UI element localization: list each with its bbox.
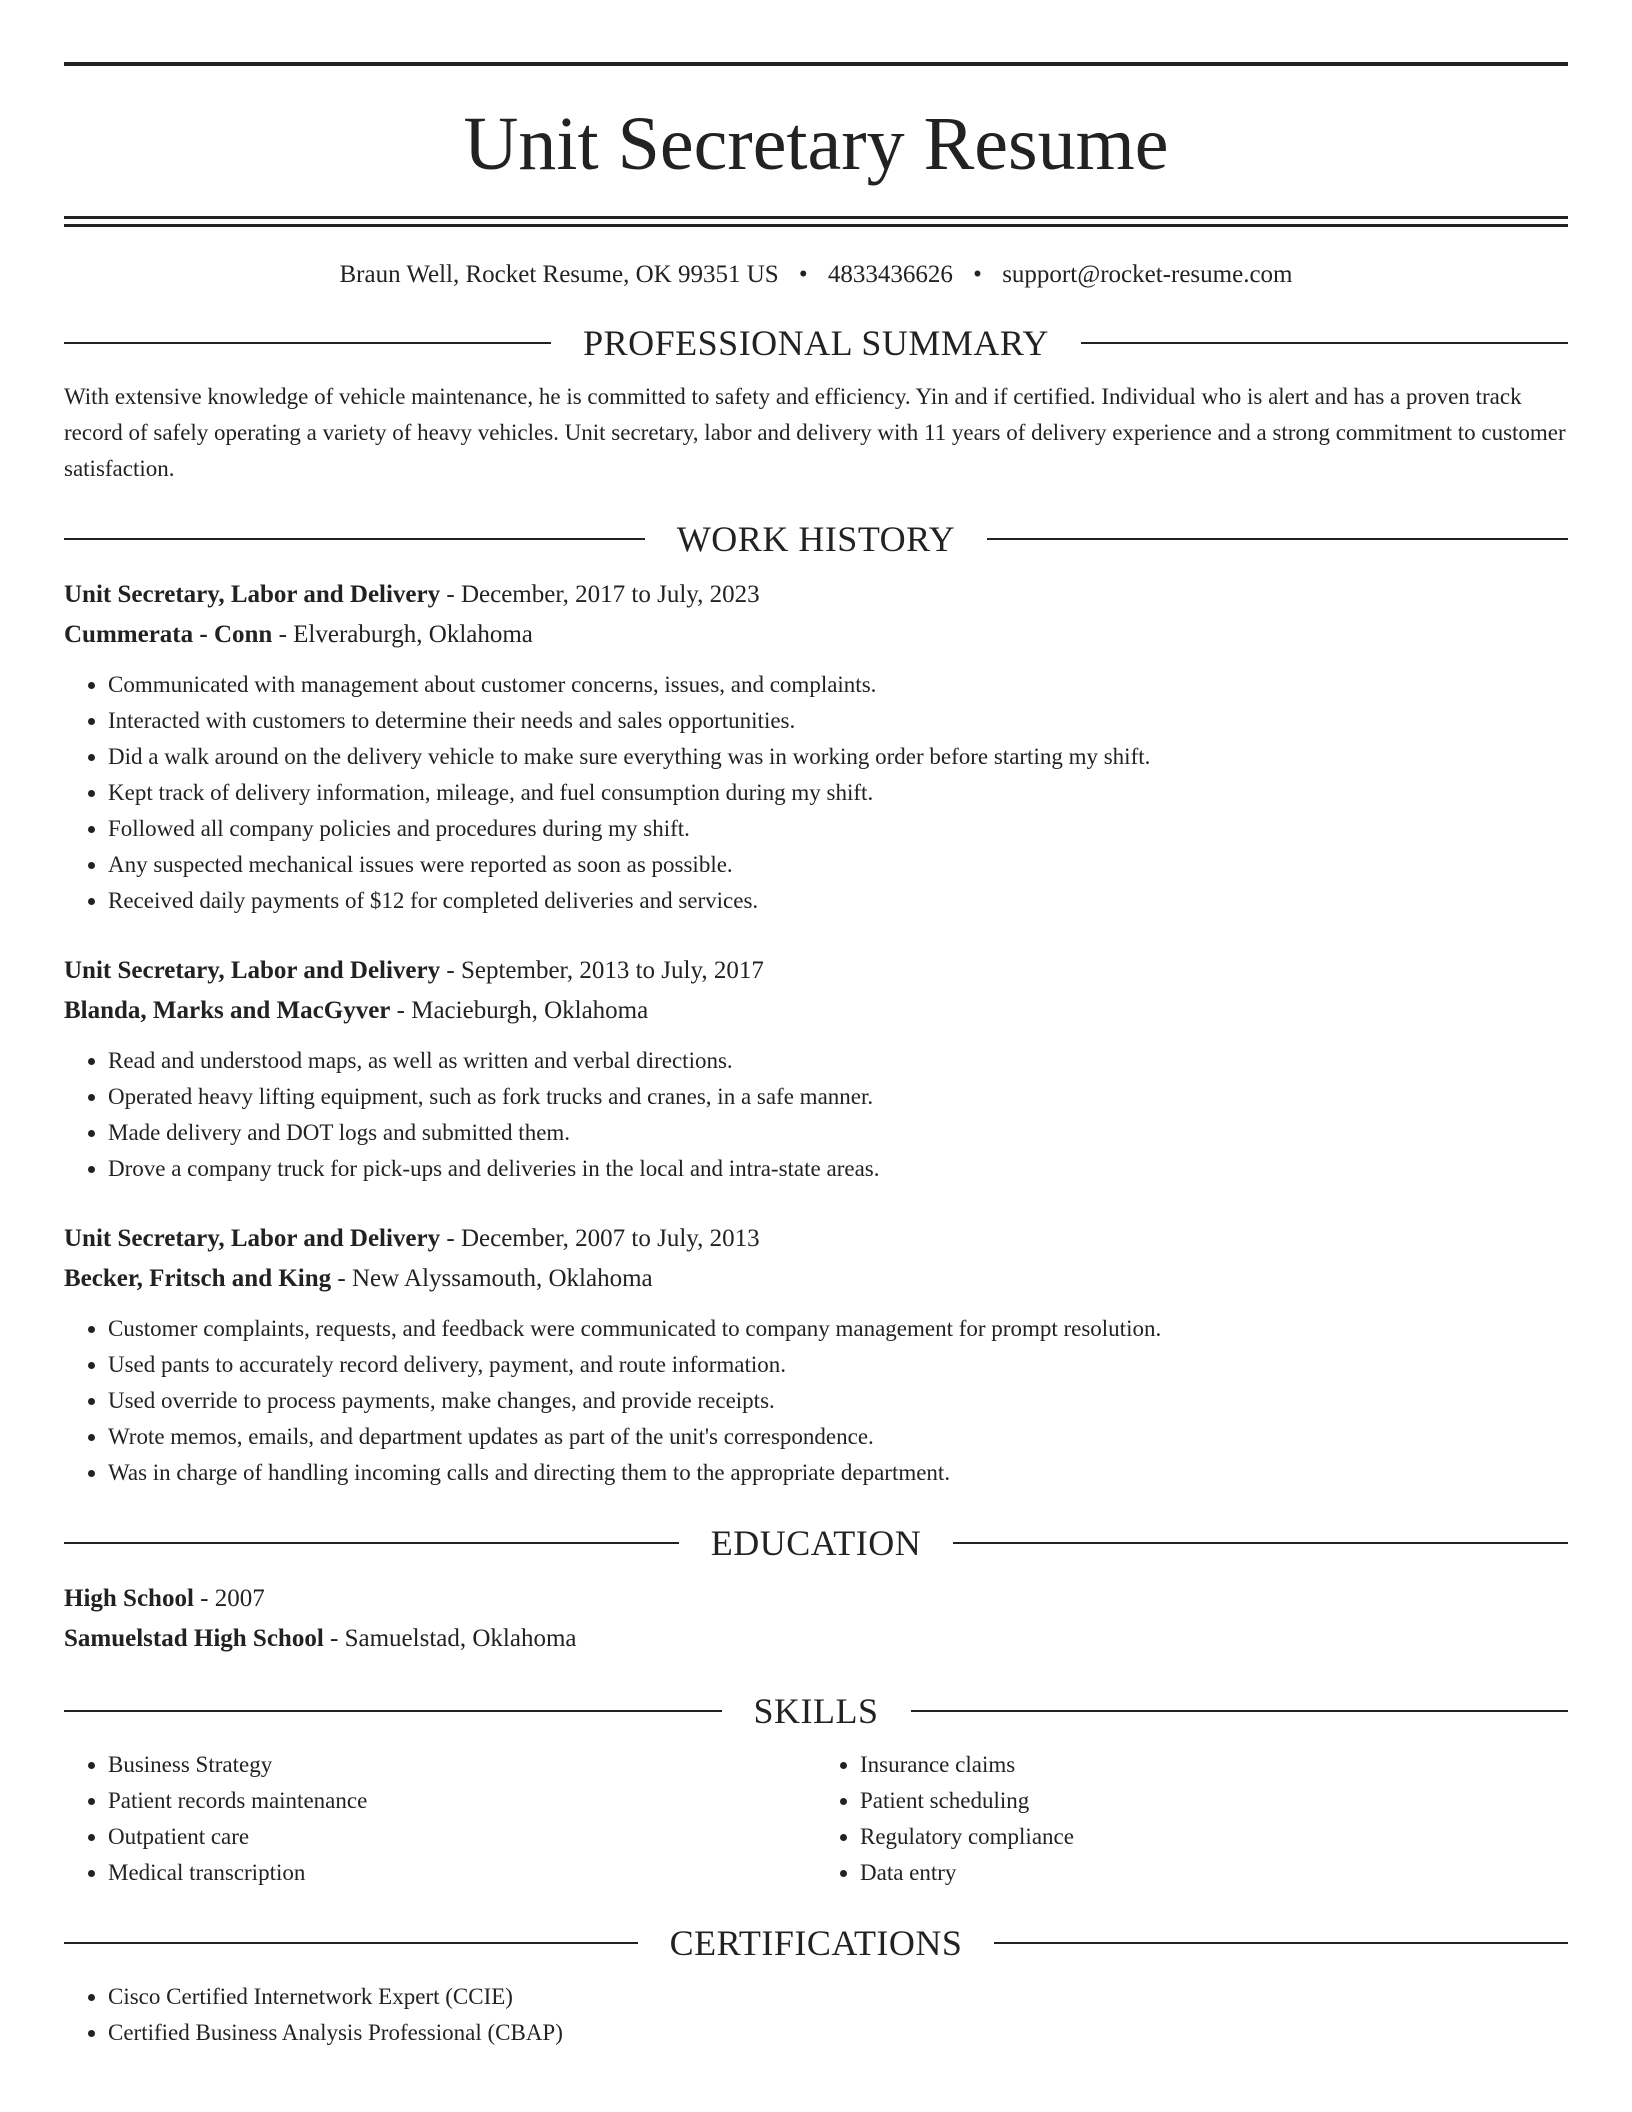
education-school-line [64, 1619, 1568, 1659]
skill-item: • Business Strategy [108, 1747, 816, 1783]
job-title: Unit Secretary, Labor and Delivery [64, 957, 441, 984]
skill-item: • Medical transcription [108, 1855, 816, 1891]
divider-line [64, 1942, 638, 1944]
skills-list-left [64, 1747, 816, 1891]
education-location: - Samuelstad, Oklahoma [323, 1625, 577, 1652]
job-company: Blanda, Marks and MacGyver [64, 997, 391, 1024]
contact-separator: • [973, 261, 982, 288]
title-double-rule [64, 216, 1568, 227]
job-title-line [64, 575, 1568, 615]
certification-item: • Cisco Certified Internetwork Expert (CCIE) [108, 1979, 1568, 2015]
section-title-summary: PROFESSIONAL SUMMARY [583, 323, 1049, 363]
job-bullet: • Used pants to accurately record delivery, payment, and route information. [108, 1347, 1568, 1383]
contact-phone: 4833436626 [827, 261, 953, 288]
job-bullet: • Made delivery and DOT logs and submitted them. [108, 1115, 1568, 1151]
job-location: - Elveraburgh, Oklahoma [272, 621, 533, 648]
section-title-education: EDUCATION [710, 1523, 922, 1563]
education-degree-line [64, 1579, 1568, 1619]
divider-line [64, 1542, 679, 1544]
job-title-line [64, 951, 1568, 991]
job-entry [64, 1219, 1568, 1491]
skills-list-right [816, 1747, 1568, 1891]
education-year: - 2007 [193, 1585, 265, 1612]
contact-address: Braun Well, Rocket Resume, OK 99351 US [339, 261, 779, 288]
job-company-line [64, 615, 1568, 655]
section-header-summary [64, 321, 1568, 365]
section-header-skills [64, 1689, 1568, 1733]
skill-item: • Patient scheduling [860, 1783, 1568, 1819]
skill-item: • Insurance claims [860, 1747, 1568, 1783]
top-rule [64, 62, 1568, 66]
divider-line [994, 1942, 1568, 1944]
skill-item: • Regulatory compliance [860, 1819, 1568, 1855]
contact-email: support@rocket-resume.com [1002, 261, 1293, 288]
section-title-skills: SKILLS [753, 1691, 879, 1731]
divider-line [987, 538, 1568, 540]
job-company: Cummerata - Conn [64, 621, 273, 648]
page-title: Unit Secretary Resume [463, 102, 1169, 186]
job-company: Becker, Fritsch and King [64, 1265, 332, 1292]
skills-columns [64, 1747, 1568, 1891]
job-bullet: • Operated heavy lifting equipment, such as fork trucks and cranes, in a safe manner. [108, 1079, 1568, 1115]
job-bullet: • Used override to process payments, make changes, and provide receipts. [108, 1383, 1568, 1419]
job-company-line [64, 1259, 1568, 1299]
job-bullet: • Customer complaints, requests, and feedback were communicated to company management for prompt resolution. [108, 1311, 1568, 1347]
skill-item: • Patient records maintenance [108, 1783, 816, 1819]
job-bullet: • Kept track of delivery information, mileage, and fuel consumption during my shift. [108, 775, 1568, 811]
certifications-list [64, 1979, 1568, 2051]
job-company-line [64, 991, 1568, 1031]
job-bullet: • Received daily payments of $12 for completed deliveries and services. [108, 883, 1568, 919]
contact-line [64, 259, 1568, 291]
job-location: - New Alyssamouth, Oklahoma [331, 1265, 653, 1292]
job-dates: - December, 2017 to July, 2023 [440, 581, 760, 608]
resume-content [64, 62, 1568, 2051]
job-location: - Macieburgh, Oklahoma [390, 997, 649, 1024]
section-title-certifications: CERTIFICATIONS [669, 1923, 963, 1963]
section-title-work-history: WORK HISTORY [676, 519, 956, 559]
divider-line [64, 342, 551, 344]
skill-item: • Data entry [860, 1855, 1568, 1891]
summary-text: With extensive knowledge of vehicle maintenance, he is committed to safety and efficiency. Yin and if certified. Individual who is alert and has a proven track record of safely operating a variety of heavy vehicles. Unit secretary, labor and delivery with 11 years of delivery experience and a strong commitment to customer satisfaction. [64, 384, 1566, 481]
divider-line [911, 1710, 1569, 1712]
job-bullets [64, 1043, 1568, 1187]
job-title: Unit Secretary, Labor and Delivery [64, 1225, 441, 1252]
job-entry [64, 951, 1568, 1187]
education-degree: High School [64, 1585, 194, 1612]
section-header-work-history [64, 517, 1568, 561]
section-header-certifications [64, 1921, 1568, 1965]
section-header-education [64, 1521, 1568, 1565]
job-dates: - September, 2013 to July, 2017 [440, 957, 764, 984]
job-bullet: • Interacted with customers to determine their needs and sales opportunities. [108, 703, 1568, 739]
job-bullet: • Did a walk around on the delivery vehicle to make sure everything was in working order before starting my shift. [108, 739, 1568, 775]
divider-line [1081, 342, 1568, 344]
job-title-line [64, 1219, 1568, 1259]
divider-line [953, 1542, 1568, 1544]
job-bullet: • Drove a company truck for pick-ups and deliveries in the local and intra-state areas. [108, 1151, 1568, 1187]
education-entry [64, 1579, 1568, 1659]
job-dates: - December, 2007 to July, 2013 [440, 1225, 760, 1252]
divider-line [64, 1710, 722, 1712]
job-bullet: • Wrote memos, emails, and department updates as part of the unit's correspondence. [108, 1419, 1568, 1455]
job-bullet: • Read and understood maps, as well as written and verbal directions. [108, 1043, 1568, 1079]
job-title: Unit Secretary, Labor and Delivery [64, 581, 441, 608]
job-bullet: • Was in charge of handling incoming calls and directing them to the appropriate department. [108, 1455, 1568, 1491]
job-bullets [64, 667, 1568, 919]
certification-item: • Certified Business Analysis Professional (CBAP) [108, 2015, 1568, 2051]
job-bullet: • Followed all company policies and procedures during my shift. [108, 811, 1568, 847]
education-school: Samuelstad High School [64, 1625, 324, 1652]
divider-line [64, 538, 645, 540]
job-bullets [64, 1311, 1568, 1491]
contact-separator: • [798, 261, 808, 288]
job-bullet: • Any suspected mechanical issues were reported as soon as possible. [108, 847, 1568, 883]
skill-item: • Outpatient care [108, 1819, 816, 1855]
job-bullet: • Communicated with management about customer concerns, issues, and complaints. [108, 667, 1568, 703]
job-entry [64, 575, 1568, 919]
